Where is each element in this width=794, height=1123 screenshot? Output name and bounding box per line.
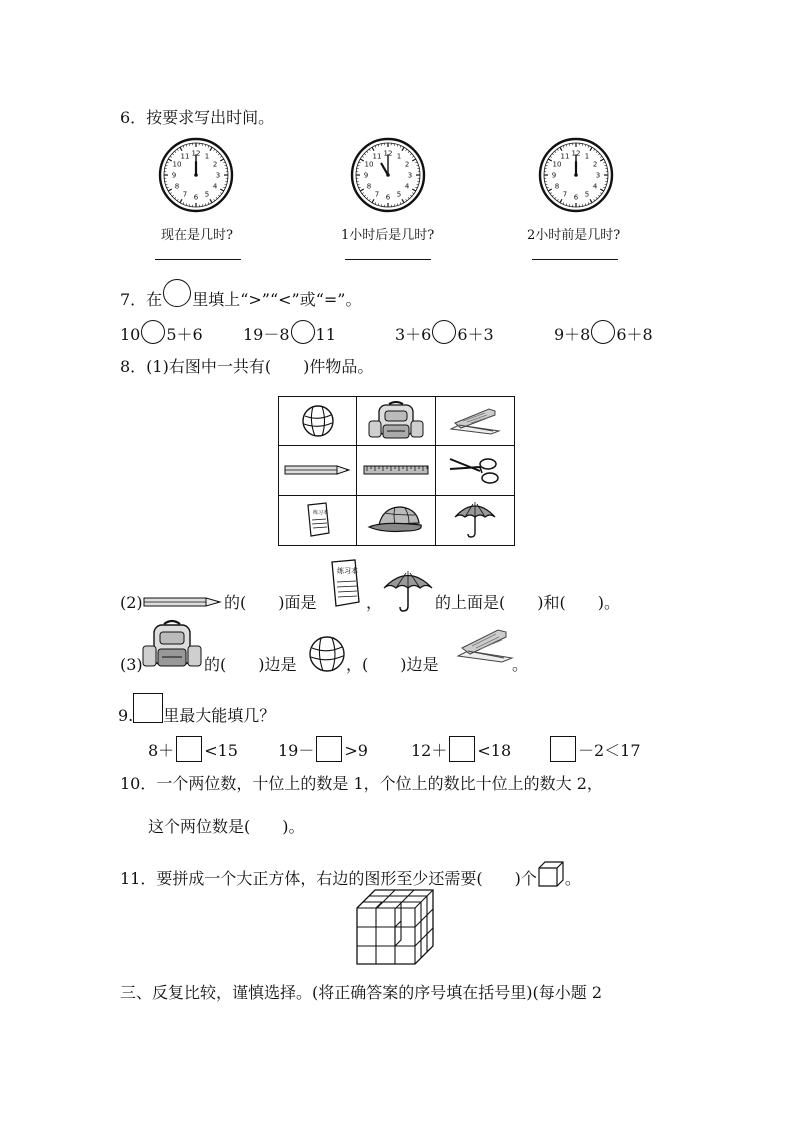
compare-circle-3[interactable] bbox=[432, 320, 456, 344]
grid-cell-backpack bbox=[357, 397, 435, 446]
grid-cell-exercise-book bbox=[279, 496, 357, 545]
grid-cell-umbrella bbox=[436, 496, 514, 545]
compare-circle-sample bbox=[163, 279, 191, 307]
q7-item-4-left: 9＋8 bbox=[554, 325, 591, 344]
compare-circle-4[interactable] bbox=[591, 320, 615, 344]
clock-number: 6 bbox=[573, 193, 579, 202]
clock-number: 3 bbox=[407, 171, 413, 180]
q9-item-2 bbox=[278, 736, 368, 762]
clock-number: 8 bbox=[366, 182, 372, 191]
ball-icon bbox=[307, 634, 347, 674]
clock-caption-3: 2小时前是几时? bbox=[527, 228, 621, 243]
clock-number: 4 bbox=[404, 182, 410, 191]
q9-prefix: 9. bbox=[118, 706, 134, 725]
q7-suffix: 里填上“>”“<”或“=”。 bbox=[192, 290, 362, 309]
compare-circle-1[interactable] bbox=[141, 320, 165, 344]
clock-number: 6 bbox=[385, 193, 391, 202]
q8-part2-text2: 的上面是( )和( )。 bbox=[435, 593, 620, 612]
answer-line-2[interactable] bbox=[345, 259, 431, 260]
clock-number: 4 bbox=[212, 182, 218, 191]
clock-number: 9 bbox=[171, 171, 177, 180]
q8-part3-text1: 的( )边是 bbox=[204, 655, 297, 674]
q7-item-3 bbox=[395, 320, 494, 345]
clock-number: 7 bbox=[182, 190, 188, 199]
clock-number: 10 bbox=[172, 160, 182, 169]
answer-box-2[interactable] bbox=[316, 736, 342, 762]
q8-part3-prefix: (3) bbox=[120, 655, 143, 674]
ball-icon bbox=[300, 403, 336, 439]
answer-box-1[interactable] bbox=[176, 736, 202, 762]
book-label: 练习本 bbox=[312, 510, 328, 517]
q8-part1: 8．(1)右图中一共有( )件物品。 bbox=[120, 357, 374, 376]
clock-number: 2 bbox=[404, 160, 410, 169]
clock-number: 5 bbox=[396, 190, 402, 199]
q9-item-4 bbox=[548, 736, 641, 762]
q9-item-3-before: 12＋ bbox=[411, 741, 448, 760]
clock-number: 5 bbox=[204, 190, 210, 199]
backpack-icon bbox=[365, 399, 427, 443]
cube-stack-figure bbox=[355, 888, 437, 968]
answer-line-3[interactable] bbox=[532, 259, 618, 260]
q11-suffix: 。 bbox=[564, 869, 581, 888]
answer-box-sample bbox=[133, 693, 163, 723]
grid-cell-stapler bbox=[436, 397, 514, 446]
q7-item-4 bbox=[554, 320, 653, 345]
clock-number: 9 bbox=[551, 171, 557, 180]
q7-item-4-right: 6＋8 bbox=[616, 325, 653, 344]
q9-item-2-before: 19－ bbox=[278, 741, 315, 760]
q7-item-2 bbox=[243, 320, 336, 345]
q11-question bbox=[120, 860, 581, 889]
clock-number: 2 bbox=[592, 160, 598, 169]
unit-cube-icon bbox=[537, 860, 565, 888]
clock-number: 10 bbox=[364, 160, 374, 169]
clock-number: 12 bbox=[571, 149, 581, 158]
q7-item-2-right: 11 bbox=[315, 325, 336, 344]
ruler-icon bbox=[362, 463, 430, 477]
answer-box-3[interactable] bbox=[449, 736, 475, 762]
umbrella-icon bbox=[451, 499, 499, 541]
clock-2h-before bbox=[538, 137, 614, 213]
clock-number: 7 bbox=[562, 190, 568, 199]
clock-number: 1 bbox=[204, 152, 210, 161]
clock-1h-later bbox=[350, 137, 426, 213]
scissors-icon bbox=[446, 453, 504, 487]
clock-center bbox=[386, 173, 390, 177]
grid-cell-ball bbox=[279, 397, 357, 446]
stapler-icon bbox=[445, 401, 505, 441]
clock-caption-2: 1小时后是几时? bbox=[341, 228, 435, 243]
q10-line2: 这个两位数是( )。 bbox=[148, 817, 305, 836]
pencil-icon bbox=[142, 594, 224, 610]
q7-prefix: 7．在 bbox=[120, 290, 163, 309]
q7-item-2-left: 19－8 bbox=[243, 325, 290, 344]
grid-cell-pencil bbox=[279, 446, 357, 495]
grid-cell-ruler bbox=[357, 446, 435, 495]
clock-number: 10 bbox=[552, 160, 562, 169]
section3-title: 三、反复比较，谨慎选择。(将正确答案的序号填在括号里)(每小题 2 bbox=[120, 983, 602, 1002]
book-label-large: 练习本 bbox=[337, 567, 358, 575]
q6-title: 6．按要求写出时间。 bbox=[120, 108, 275, 127]
backpack-icon bbox=[140, 618, 204, 674]
q8-part3-end: 。 bbox=[512, 655, 529, 674]
clock-number: 2 bbox=[212, 160, 218, 169]
pencil-icon bbox=[283, 463, 353, 477]
q7-item-1-right: 5＋6 bbox=[166, 325, 203, 344]
q9-item-1 bbox=[148, 736, 238, 762]
q7-item-1 bbox=[120, 320, 203, 345]
q7-item-3-left: 3＋6 bbox=[395, 325, 432, 344]
q9-suffix: 里最大能填几？ bbox=[163, 706, 276, 725]
stapler-icon bbox=[452, 622, 516, 670]
q8-part2-prefix: (2) bbox=[120, 593, 143, 612]
q11-prefix: 11．要拼成一个大正方体，右边的图形至少还需要( )个 bbox=[120, 869, 537, 888]
q9-item-4-after: －2＜17 bbox=[578, 741, 641, 760]
clock-center bbox=[194, 173, 198, 177]
umbrella-icon bbox=[381, 568, 435, 616]
q7-item-1-left: 10 bbox=[120, 325, 141, 344]
clock-caption-1: 现在是几时? bbox=[161, 228, 233, 243]
clock-number: 12 bbox=[383, 149, 393, 158]
clock-number: 8 bbox=[174, 182, 180, 191]
compare-circle-2[interactable] bbox=[291, 320, 315, 344]
clock-number: 8 bbox=[554, 182, 560, 191]
clock-number: 3 bbox=[595, 171, 601, 180]
items-grid bbox=[278, 396, 515, 546]
clock-number: 7 bbox=[374, 190, 380, 199]
q9-item-1-after: <15 bbox=[204, 741, 238, 760]
clock-number: 12 bbox=[191, 149, 201, 158]
clock-center bbox=[574, 173, 578, 177]
clock-number: 11 bbox=[180, 152, 190, 161]
clock-number: 6 bbox=[193, 193, 199, 202]
q9-item-1-before: 8＋ bbox=[148, 741, 175, 760]
exercise-book-icon bbox=[328, 558, 362, 610]
clock-now bbox=[158, 137, 234, 213]
q9-item-2-after: >9 bbox=[344, 741, 368, 760]
answer-line-1[interactable] bbox=[155, 259, 241, 260]
q10-line1: 10．一个两位数，十位上的数是 1，个位上的数比十位上的数大 2， bbox=[120, 774, 603, 793]
grid-cell-cap bbox=[357, 496, 435, 545]
q7-instruction bbox=[120, 279, 362, 310]
q8-part2-comma: ， bbox=[366, 593, 383, 612]
cap-icon bbox=[365, 503, 427, 537]
q8-part3-text2: ，( )边是 bbox=[346, 655, 439, 674]
clock-number: 11 bbox=[372, 152, 382, 161]
clock-number: 9 bbox=[363, 171, 369, 180]
q8-part2-text1: 的( )面是 bbox=[224, 593, 317, 612]
answer-box-4[interactable] bbox=[550, 736, 576, 762]
exercise-book-icon bbox=[304, 501, 332, 539]
grid-cell-scissors bbox=[436, 446, 514, 495]
clock-number: 1 bbox=[396, 152, 402, 161]
clock-number: 11 bbox=[560, 152, 570, 161]
q9-instruction bbox=[118, 693, 275, 726]
q7-item-3-right: 6＋3 bbox=[457, 325, 494, 344]
q9-item-3 bbox=[411, 736, 511, 762]
clock-number: 4 bbox=[592, 182, 598, 191]
clock-number: 5 bbox=[584, 190, 590, 199]
clock-number: 1 bbox=[584, 152, 590, 161]
q9-item-3-after: <18 bbox=[477, 741, 512, 760]
clock-number: 3 bbox=[215, 171, 221, 180]
